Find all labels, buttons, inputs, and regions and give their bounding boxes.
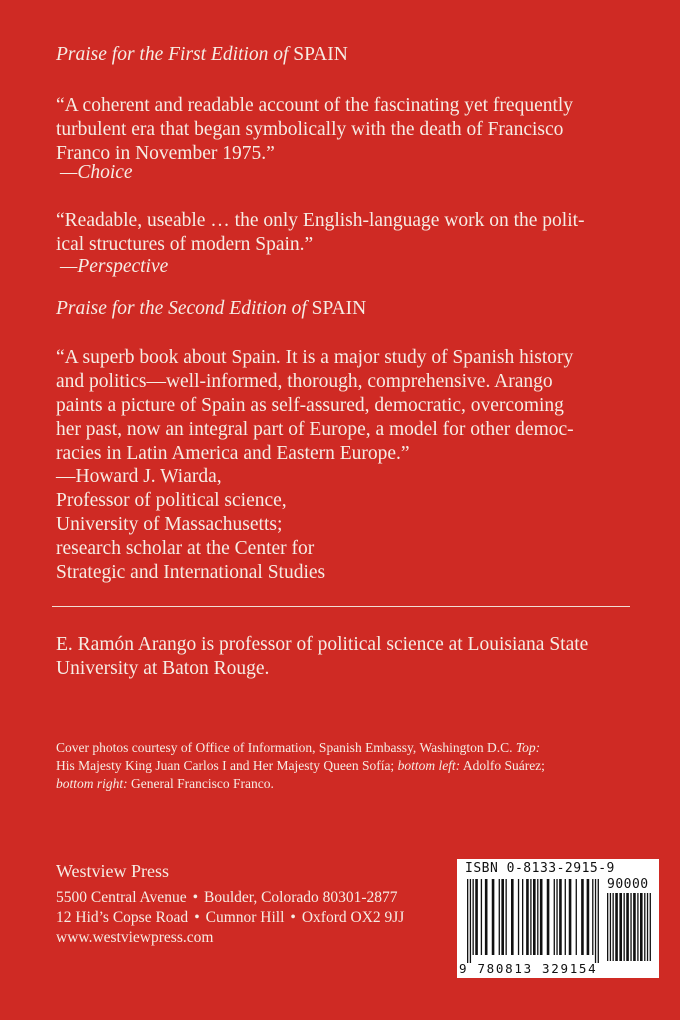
author-bio-line-1: E. Ramón Arango is professor of political science at Louisiana State bbox=[56, 634, 589, 655]
author-bio-line-2: University at Baton Rouge. bbox=[56, 658, 270, 679]
barcode-bar bbox=[565, 879, 566, 955]
address2-street: 12 Hid’s Copse Road bbox=[56, 909, 189, 926]
first-edition-heading-title: SPAIN bbox=[293, 44, 348, 65]
barcode-bar bbox=[615, 893, 618, 961]
barcode-bar bbox=[598, 879, 599, 963]
barcode-bar bbox=[624, 893, 625, 961]
quote1-line-1: “A coherent and readable account of the fascinating yet frequently bbox=[56, 95, 574, 116]
publisher-website: www.westviewpress.com bbox=[56, 929, 214, 946]
barcode-bar bbox=[485, 879, 488, 955]
ean-barcode-bars bbox=[467, 879, 599, 963]
second-edition-heading bbox=[56, 297, 366, 321]
barcode-bar bbox=[576, 879, 577, 955]
barcode-bar bbox=[533, 879, 536, 955]
quote3-line-4: her past, now an integral part of Europe, a model for other democ- bbox=[56, 419, 574, 440]
address1-street: 5500 Central Avenue bbox=[56, 889, 187, 906]
barcode-bar bbox=[637, 893, 638, 961]
barcode-bar bbox=[470, 879, 471, 963]
barcode-bar bbox=[467, 879, 468, 963]
barcode-bar bbox=[569, 879, 572, 955]
photo-credits-line-3 bbox=[56, 775, 634, 793]
barcode-bar bbox=[592, 879, 593, 955]
barcode-bar bbox=[481, 879, 482, 955]
ean-digits-text: 9 780813 329154 bbox=[459, 961, 598, 976]
barcode-bar bbox=[587, 879, 590, 955]
addon-barcode-bars bbox=[607, 893, 651, 961]
barcode-bar bbox=[511, 879, 514, 955]
barcode-bar bbox=[518, 879, 519, 955]
barcode-bar bbox=[607, 893, 608, 961]
first-edition-heading-text: Praise for the First Edition of bbox=[56, 44, 289, 65]
barcode-bar bbox=[619, 893, 622, 961]
price-code-text: 90000 bbox=[607, 877, 649, 892]
barcode-bar bbox=[644, 893, 645, 961]
barcode-bar bbox=[475, 879, 478, 955]
barcode-bar bbox=[630, 893, 631, 961]
second-edition-heading-text: Praise for the Second Edition of bbox=[56, 298, 307, 319]
barcode-bar bbox=[501, 879, 504, 955]
second-edition-heading-title: SPAIN bbox=[311, 298, 367, 319]
photo-credits-text-1: Cover photos courtesy of Office of Information, Spanish Embassy, Washington D.C. bbox=[56, 740, 513, 755]
photo-credits-text-2b: Adolfo Suárez; bbox=[462, 758, 545, 773]
barcode-bar bbox=[537, 879, 538, 955]
quote3-line-1: “A superb book about Spain. It is a major study of Spanish history bbox=[56, 347, 574, 368]
barcode-bar bbox=[559, 879, 562, 955]
quote1-source: —Choice bbox=[60, 162, 133, 183]
barcode-bar bbox=[492, 879, 495, 955]
quote2-source: —Perspective bbox=[60, 256, 169, 277]
barcode-bar bbox=[547, 879, 550, 955]
quote2-line-1: “Readable, useable … the only English-language work on the polit- bbox=[56, 210, 585, 231]
photo-credits-bottom-right-label: bottom right: bbox=[56, 776, 128, 791]
publisher-name: Westview Press bbox=[56, 861, 170, 881]
quote3-line-2: and politics—well-informed, thorough, comprehensive. Arango bbox=[56, 371, 553, 392]
barcode-bar bbox=[526, 879, 529, 955]
barcode-bar bbox=[640, 893, 643, 961]
attribution-line-2: Professor of political science, bbox=[56, 490, 287, 511]
photo-credits-line-1 bbox=[56, 739, 634, 757]
isbn-text: ISBN 0-8133-2915-9 bbox=[465, 861, 615, 876]
attribution-line-4: research scholar at the Center for bbox=[56, 538, 315, 559]
quote3-line-5: racies in Latin America and Eastern Europe.” bbox=[56, 443, 410, 464]
barcode-bar bbox=[540, 879, 543, 955]
isbn-barcode bbox=[457, 859, 659, 978]
address1-city: Boulder, Colorado 80301-2877 bbox=[204, 889, 398, 906]
attribution-line-3: University of Massachusetts; bbox=[56, 514, 283, 535]
barcode-bar bbox=[613, 893, 614, 961]
barcode-bar bbox=[626, 893, 629, 961]
barcode-bar bbox=[473, 879, 474, 955]
quote1-line-2: turbulent era that began symbolically with the death of Francisco bbox=[56, 119, 564, 140]
barcode-bar bbox=[506, 879, 507, 955]
barcode-bar bbox=[610, 893, 611, 961]
photo-credits-top-label: Top: bbox=[515, 740, 541, 755]
quote3-line-3: paints a picture of Spain as self-assured, democratic, overcoming bbox=[56, 395, 564, 416]
first-edition-heading bbox=[56, 43, 348, 67]
photo-credits-text-2: His Majesty King Juan Carlos I and Her Majesty Queen Sofía; bbox=[56, 758, 395, 773]
bullet-separator: • bbox=[194, 909, 200, 926]
barcode-bar bbox=[595, 879, 596, 963]
attribution-line-5: Strategic and International Studies bbox=[56, 562, 326, 583]
barcode-bar bbox=[554, 879, 555, 955]
photo-credits-line-2 bbox=[56, 757, 634, 775]
barcode-bar bbox=[581, 879, 584, 955]
address2-area: Cumnor Hill bbox=[205, 909, 285, 926]
barcode-bar bbox=[522, 879, 523, 955]
barcode-bar bbox=[499, 879, 500, 955]
quote2-line-2: ical structures of modern Spain.” bbox=[56, 234, 314, 255]
attribution-line-1: —Howard J. Wiarda, bbox=[56, 466, 222, 487]
publisher-address-1 bbox=[56, 888, 398, 907]
barcode-bar bbox=[647, 893, 648, 961]
publisher-address-2 bbox=[56, 908, 404, 927]
quote1-line-3: Franco in November 1975.” bbox=[56, 143, 275, 164]
barcode-bar bbox=[650, 893, 651, 961]
barcode-bar bbox=[530, 879, 531, 955]
bullet-separator: • bbox=[192, 889, 199, 906]
photo-credits-bottom-left-label: bottom left: bbox=[397, 758, 461, 773]
barcode-bar bbox=[633, 893, 636, 961]
photo-credits-text-3: General Francisco Franco. bbox=[131, 776, 274, 791]
address2-city: Oxford OX2 9JJ bbox=[301, 909, 405, 926]
divider-rule bbox=[52, 606, 630, 607]
barcode-bar bbox=[556, 879, 557, 955]
bullet-separator: • bbox=[290, 909, 296, 926]
